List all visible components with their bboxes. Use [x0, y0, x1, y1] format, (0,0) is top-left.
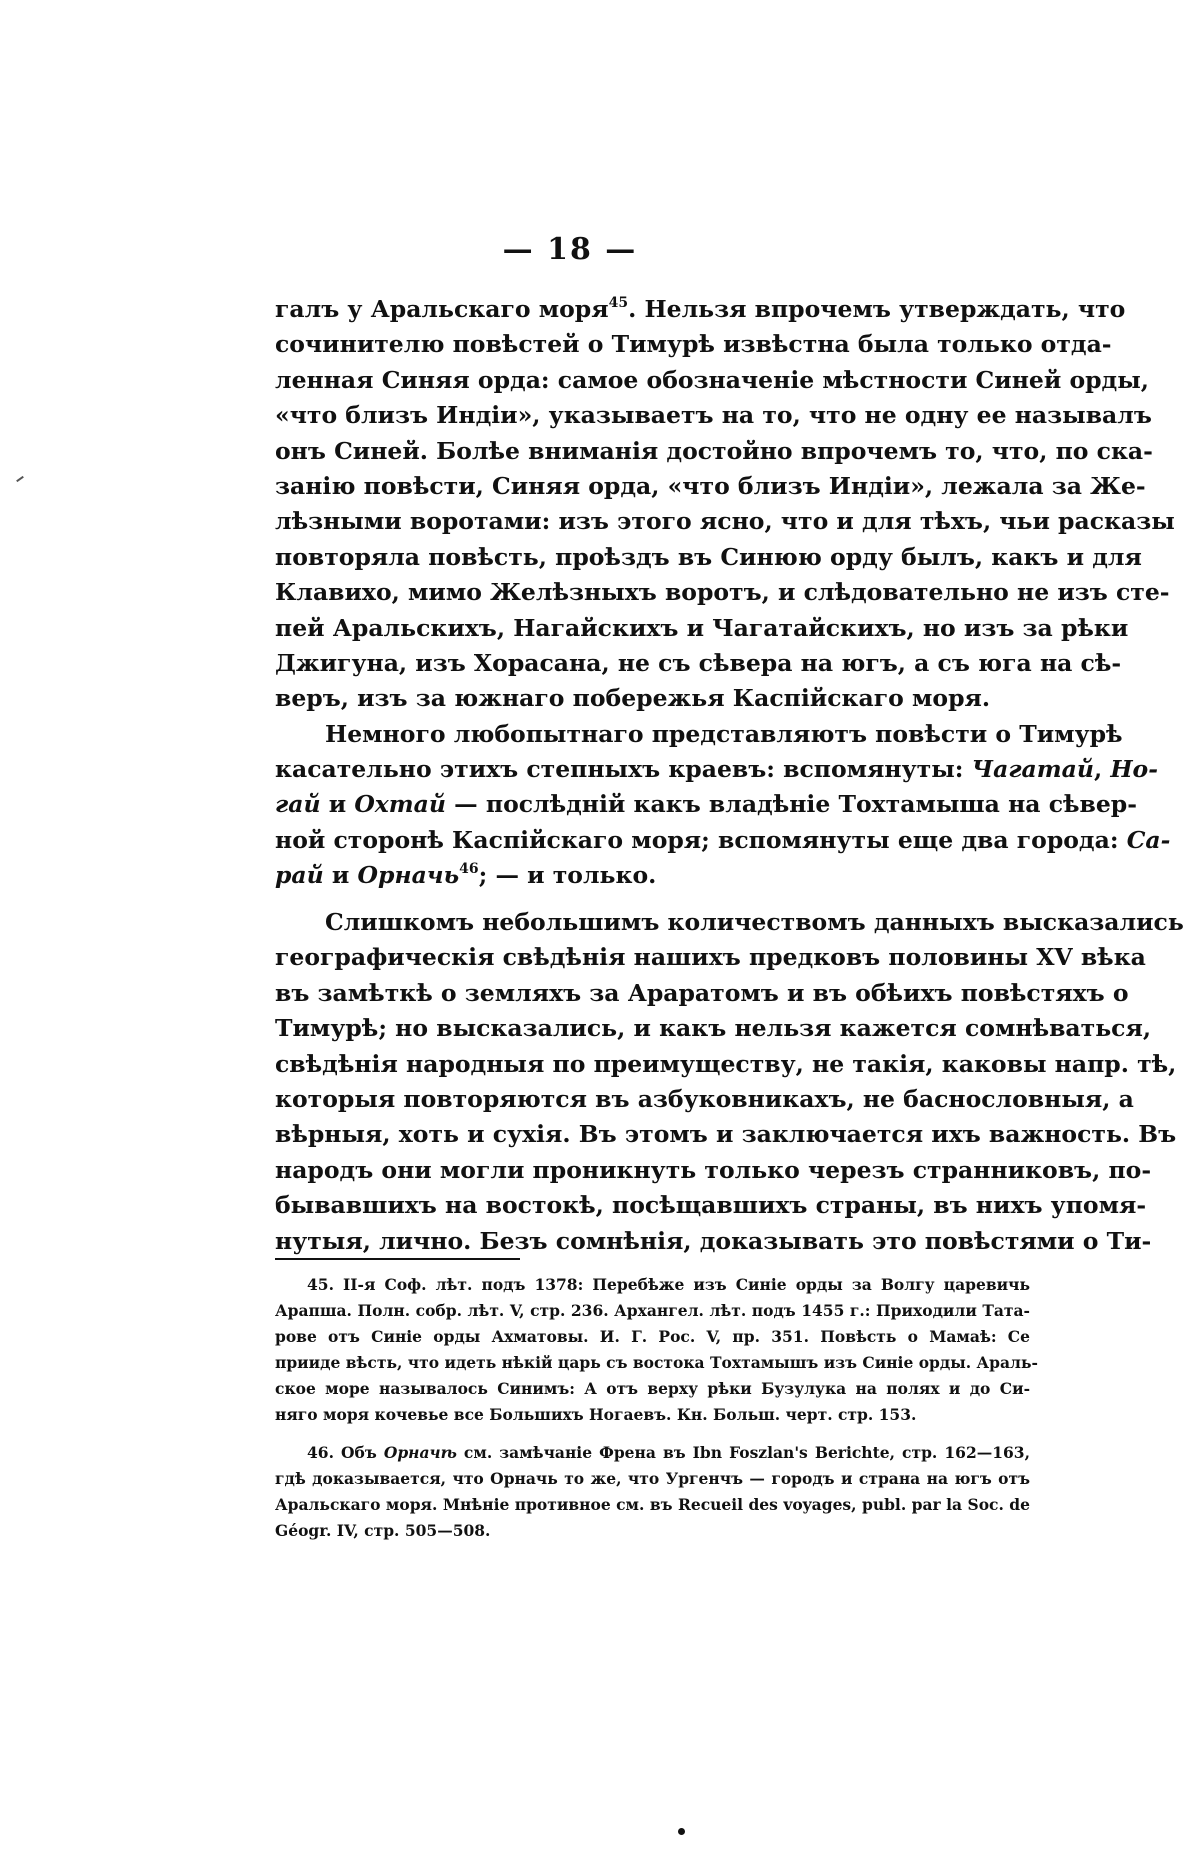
text-line: касательно этихъ степныхъ краевъ: вспомянуты: Чагатай, Но- — [275, 755, 1158, 784]
footnote-line: Géogr. IV, стр. 505—508. — [275, 1521, 491, 1540]
text-line: пей Аральскихъ, Нагайскихъ и Чагатайскихъ, но изъ за рѣки — [275, 613, 1129, 642]
text-line: нутыя, лично. Безъ сомнѣнія, доказывать это повѣстями о Ти- — [275, 1226, 1152, 1255]
footnote-line: гдѣ доказывается, что Орначь то же, что Ургенчъ — городъ и страна на югъ отъ — [275, 1469, 1030, 1488]
page-number: — 18 — — [502, 232, 638, 267]
footnote-line: 46. Объ Орначѣ см. замѣчаніе Френа въ Ibn Foszlan's Berichte, стр. 162—163, — [307, 1443, 1030, 1462]
text-line: лѣзными воротами: изъ этого ясно, что и для тѣхъ, чьи расказы — [275, 507, 1175, 536]
text-line: «что близъ Индіи», указываетъ на то, что не одну ее называлъ — [275, 401, 1152, 430]
text-line: галъ у Аральскаго моря$^{45}$. Нельзя впрочемъ утверждать, что — [275, 295, 1126, 323]
footnote-ref-45: 45 — [608, 295, 629, 311]
text-line: занію повѣсти, Синяя орда, «что близъ Индіи», лежала за Же- — [275, 471, 1146, 500]
footnote-line: Аральскаго моря. Мнѣніе противное см. въ Recueil des voyages, publ. par la Soc. de — [275, 1495, 1030, 1514]
text-line: бывавшихъ на востокѣ, посѣщавшихъ страны, въ нихъ упомя- — [275, 1191, 1147, 1220]
main-text-top — [275, 292, 1175, 894]
text-line: Джигуна, изъ Хорасана, не съ сѣвера на югъ, а съ юга на сѣ- — [275, 648, 1122, 677]
text-line: веръ, изъ за южнаго побережья Каспійскаго моря. — [275, 684, 991, 713]
text-line: ленная Синяя орда: самое обозначеніе мѣстности Синей орды, — [275, 365, 1149, 394]
footnote-45 — [275, 1272, 1038, 1428]
text-line: Клавихо, мимо Желѣзныхъ воротъ, и слѣдовательно не изъ сте- — [275, 578, 1170, 607]
footnote-line: прииде вѣсть, что идеть нѣкій царь съ востока Тохтамышъ изъ Синіе орды. Араль- — [275, 1353, 1038, 1372]
ink-dot — [678, 1828, 685, 1835]
footnote-line: Арапша. Полн. собр. лѣт. V, стр. 236. Архангел. лѣт. подъ 1455 г.: Приходили Тата- — [275, 1301, 1030, 1320]
text-line: свѣдѣнія народныя по преимуществу, не такія, каковы напр. тѣ, — [275, 1049, 1177, 1078]
text-line: Немного любопытнаго представляютъ повѣсти о Тимурѣ — [325, 719, 1123, 748]
main-text-bottom — [275, 905, 1184, 1259]
text-line: народъ они могли проникнуть только черезъ странниковъ, по- — [275, 1155, 1152, 1184]
text-line: Слишкомъ небольшимъ количествомъ данныхъ высказались — [325, 908, 1184, 936]
text-line: рай и Орначь$^{46}$; — и только. — [275, 861, 657, 890]
footnote-divider — [275, 1258, 520, 1260]
text-line: онъ Синей. Болѣе вниманія достойно впрочемъ то, что, по ска- — [275, 436, 1153, 465]
text-line: повторяла повѣсть, проѣздъ въ Синюю орду былъ, какъ и для — [275, 542, 1142, 571]
text-line: ной сторонѣ Каспійскаго моря; вспомянуты еще два города: Са- — [275, 825, 1171, 854]
text-line: сочинителю повѣстей о Тимурѣ извѣстна была только отда- — [275, 330, 1112, 359]
text-line: которыя повторяются въ азбуковникахъ, не баснословныя, а — [275, 1084, 1134, 1113]
footnote-ref-46: 46 — [459, 861, 479, 878]
footnote-line: рове отъ Синіе орды Ахматовы. И. Г. Рос. V, пр. 351. Повѣсть о Мамаѣ: Се — [275, 1327, 1030, 1346]
footnote-46 — [275, 1440, 1030, 1544]
text-line: гай и Охтай — послѣдній какъ владѣніе Тохтамыша на сѣвер- — [275, 790, 1137, 819]
scan-artifact — [16, 476, 24, 482]
text-line: вѣрныя, хоть и сухія. Въ этомъ и заключается ихъ важность. Въ — [275, 1120, 1177, 1149]
footnote-line: няго моря кочевье все Большихъ Ногаевъ. Кн. Больш. черт. стр. 153. — [275, 1405, 917, 1424]
footnote-line: ское море называлось Синимъ: А отъ верху рѣки Бузулука на полях и до Си- — [275, 1379, 1030, 1398]
text-line: въ замѣткѣ о земляхъ за Араратомъ и въ обѣихъ повѣстяхъ о — [275, 978, 1129, 1007]
text-line: географическія свѣдѣнія нашихъ предковъ половины XV вѣка — [275, 943, 1146, 972]
text-line: Тимурѣ; но высказались, и какъ нельзя кажется сомнѣваться, — [275, 1014, 1152, 1043]
footnote-line: 45. II-я Соф. лѣт. подъ 1378: Перебѣже изъ Синіе орды за Волгу царевичь — [307, 1275, 1030, 1294]
